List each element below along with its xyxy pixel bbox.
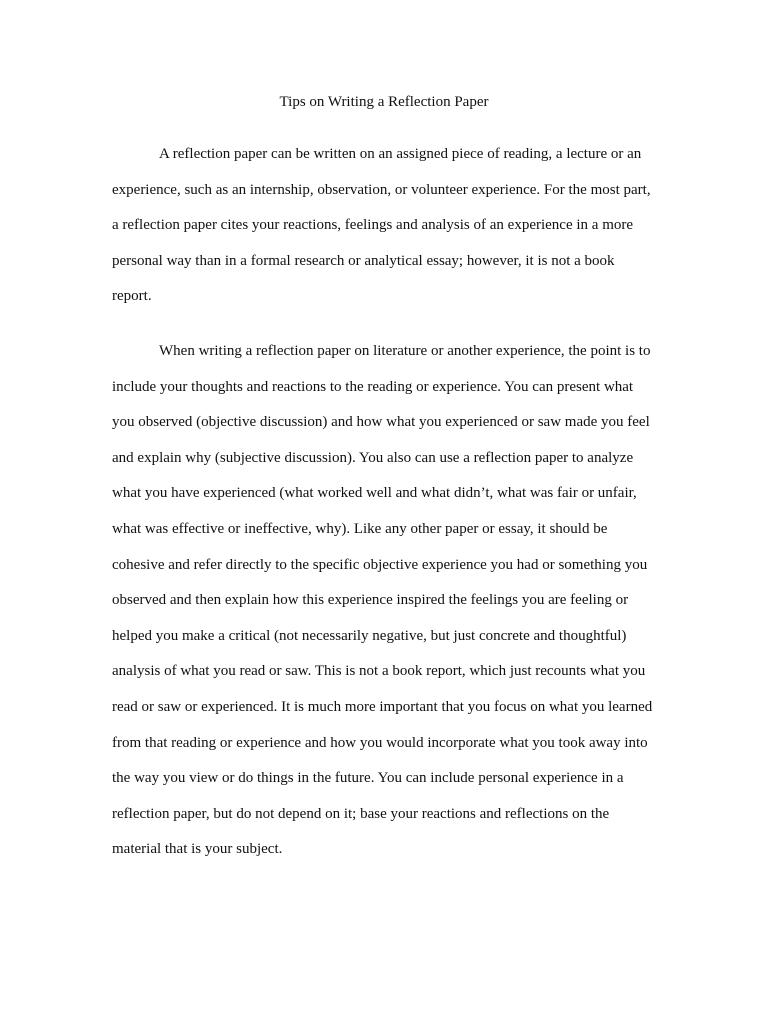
document-title: Tips on Writing a Reflection Paper [279,94,489,110]
paragraph-1: A reflection paper can be written on an assigned piece of reading, a lecture or an experience, such as an internship, observation, or volunteer experience. For the most part, a reflection paper cites your reactions, feelings and analysis of an experience in a more personal way than in a formal research or analytical essay; however, it is not a book report. [112,146,651,305]
paragraph-2: When writing a reflection paper on literature or another experience, the point is to include your thoughts and reactions to the reading or experience. You can present what you observed (objective discussion) and how what you experienced or saw made you feel and explain why (subjective discussion). You also can use a reflection paper to analyze what you have experienced (what worked well and what didn’t, what was fair or unfair, what was effective or ineffective, why). Like any other paper or essay, it should be cohesive and refer directly to the specific objective experience you had or something you observed and then explain how this experience inspired the feelings you are feeling or helped you make a critical (not necessarily negative, but just concrete and thoughtful) analysis of what you read or saw. This is not a book report, which just recounts what you read or saw or experienced. It is much more important that you focus on what you learned from that reading or experience and how you would incorporate what you took away into the way you view or do things in the future. You can include personal experience in a reflection paper, but do not depend on it; base your reactions and reflections on the material that is your subject. [112,343,653,858]
